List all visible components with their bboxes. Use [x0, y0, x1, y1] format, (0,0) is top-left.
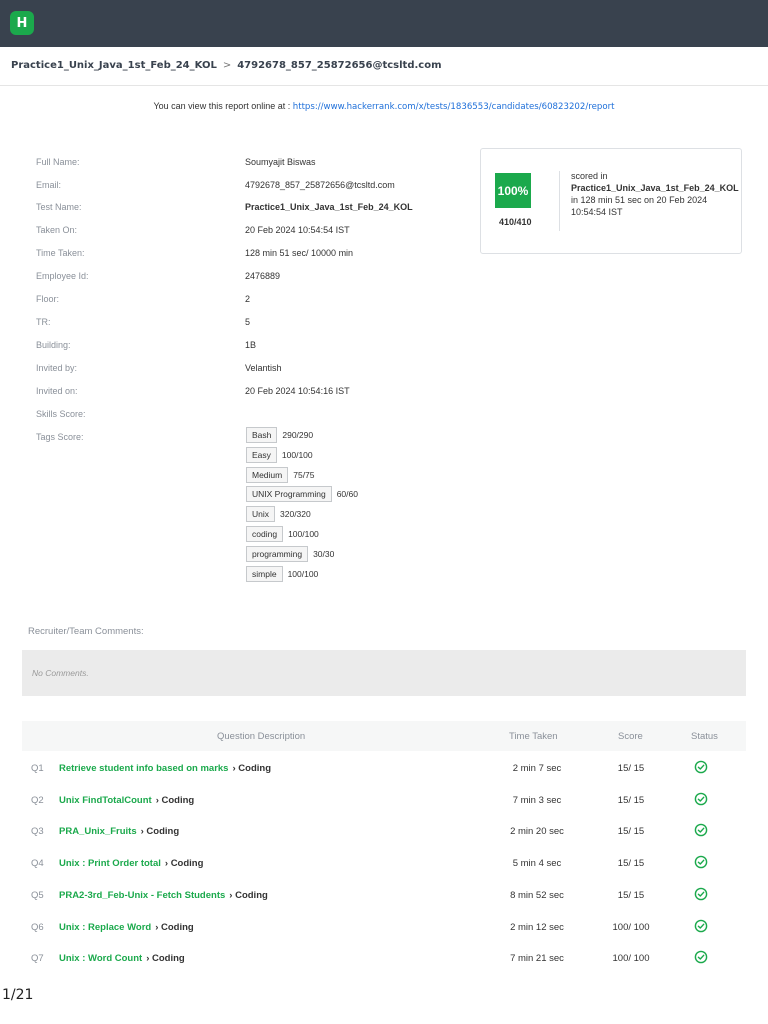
check-circle-icon	[694, 760, 708, 774]
top-bar	[0, 0, 768, 47]
question-type-label: Coding	[152, 953, 185, 965]
question-type: › Coding	[146, 953, 185, 965]
question-type: › Coding	[229, 889, 268, 901]
tag-score: 100/100	[287, 568, 319, 579]
detail-label: Test Name:	[36, 202, 82, 212]
detail-value: 2476889	[245, 271, 281, 281]
table-row	[22, 911, 746, 942]
detail-label: Skills Score:	[36, 409, 86, 419]
check-circle-icon	[694, 919, 708, 933]
tag-score: 75/75	[293, 469, 315, 480]
question-time-taken: 5 min 4 sec	[512, 858, 562, 870]
detail-value: Practice1_Unix_Java_1st_Feb_24_KOL	[245, 202, 413, 212]
table-row	[22, 752, 746, 783]
tag-chip: programming	[246, 546, 308, 562]
question-title: Unix FindTotalCount	[59, 794, 152, 806]
question-number: Q5	[31, 889, 44, 901]
question-score: 100/ 100	[612, 921, 650, 933]
detail-label: Tags Score:	[36, 432, 84, 442]
question-score: 15/ 15	[617, 794, 645, 806]
tag-chip: UNIX Programming	[246, 486, 332, 502]
questions-table-header	[22, 721, 746, 751]
question-type: › Coding	[140, 826, 180, 838]
detail-value: 2	[245, 294, 251, 304]
check-circle-icon	[694, 855, 708, 869]
question-title-link[interactable]	[59, 922, 194, 933]
detail-value: Soumyajit Biswas	[245, 157, 316, 167]
tag-score: 30/30	[313, 548, 335, 559]
detail-value: 20 Feb 2024 10:54:54 IST	[245, 225, 350, 235]
question-type-label: Coding	[170, 858, 204, 870]
detail-value: 5	[245, 317, 251, 327]
question-number: Q3	[31, 826, 44, 838]
tag-score: 60/60	[336, 489, 358, 500]
table-row	[22, 942, 746, 973]
breadcrumb-candidate: 4792678_857_25872656@tcsltd.com	[237, 60, 442, 71]
detail-label: Time Taken:	[36, 248, 85, 258]
question-number: Q2	[31, 794, 44, 806]
chevron-right-icon: >	[222, 60, 232, 71]
breadcrumb	[11, 60, 442, 71]
tag-score-row	[246, 486, 358, 502]
table-row	[22, 784, 746, 815]
header-time-taken: Time Taken	[509, 731, 558, 742]
question-type-label: Coding	[161, 921, 194, 933]
question-title: PRA2-3rd_Feb-Unix - Fetch Students	[59, 889, 226, 901]
tag-score-row	[246, 447, 313, 463]
question-time-taken: 2 min 12 sec	[510, 921, 564, 933]
detail-label: Full Name:	[36, 157, 80, 167]
header-score: Score	[618, 731, 643, 742]
question-title-link[interactable]	[59, 858, 203, 869]
score-line-3: in 128 min 51 sec on 20 Feb 2024	[571, 195, 708, 205]
tag-score-row	[246, 506, 311, 522]
question-type: › Coding	[155, 794, 195, 806]
tag-score: 290/290	[282, 430, 314, 440]
header-question-description: Question Description	[217, 731, 306, 742]
score-test-name: Practice1_Unix_Java_1st_Feb_24_KOL	[571, 183, 739, 193]
score-line-4: 10:54:54 IST	[571, 207, 623, 217]
check-circle-icon	[694, 792, 708, 806]
question-time-taken: 7 min 3 sec	[512, 794, 562, 806]
tag-score: 100/100	[281, 449, 313, 460]
score-summary	[571, 170, 739, 218]
detail-label: Invited on:	[36, 386, 78, 396]
tag-chip: Unix	[246, 506, 275, 522]
tag-chip: Easy	[246, 447, 277, 463]
question-type: › Coding	[155, 921, 194, 933]
detail-value: 4792678_857_25872656@tcsltd.com	[245, 180, 395, 190]
question-type-label: Coding	[161, 794, 195, 806]
question-number: Q7	[31, 953, 44, 965]
detail-label: Taken On:	[36, 225, 78, 235]
question-time-taken: 8 min 52 sec	[510, 889, 564, 901]
score-percent-badge: 100%	[495, 173, 531, 208]
score-card	[480, 148, 742, 254]
question-score: 15/ 15	[617, 858, 645, 870]
logo-letter: H	[16, 15, 28, 31]
question-number: Q6	[31, 921, 44, 933]
tag-score-row	[246, 546, 334, 562]
question-time-taken: 7 min 21 sec	[510, 953, 564, 965]
question-type-label: Coding	[146, 826, 180, 838]
question-title-link[interactable]	[59, 763, 271, 774]
question-type-label: Coding	[235, 889, 268, 901]
header-status: Status	[691, 731, 718, 742]
question-type: › Coding	[164, 858, 204, 870]
check-circle-icon	[694, 950, 708, 964]
hackerrank-logo-icon[interactable]	[10, 11, 34, 35]
detail-value: Velantish	[245, 363, 282, 373]
detail-label: Email:	[36, 180, 62, 190]
detail-label: TR:	[36, 317, 51, 327]
detail-label: Building:	[36, 340, 71, 350]
check-circle-icon	[694, 823, 708, 837]
question-title-link[interactable]	[59, 795, 194, 806]
detail-label: Floor:	[36, 294, 60, 304]
comments-title: Recruiter/Team Comments:	[28, 626, 144, 637]
question-title: Retrieve student info based on marks	[59, 763, 229, 774]
question-title-link[interactable]	[59, 953, 185, 964]
question-number: Q4	[31, 858, 44, 870]
comments-box	[22, 650, 746, 696]
tag-score: 320/320	[280, 509, 311, 520]
check-circle-icon	[694, 887, 708, 901]
detail-value: 1B	[245, 340, 257, 350]
tag-chip: Bash	[246, 427, 277, 443]
breadcrumb-test-link[interactable]: Practice1_Unix_Java_1st_Feb_24_KOL	[11, 60, 217, 71]
question-score: 15/ 15	[617, 763, 645, 774]
question-time-taken: 2 min 7 sec	[512, 763, 562, 774]
question-title: PRA_Unix_Fruits	[59, 826, 137, 838]
tag-score-row	[246, 566, 318, 582]
tag-chip: simple	[246, 566, 283, 582]
question-number: Q1	[31, 763, 44, 774]
question-score: 15/ 15	[617, 826, 645, 838]
tag-score: 100/100	[288, 529, 319, 539]
tag-score-row	[246, 467, 315, 483]
detail-label: Invited by:	[36, 363, 78, 373]
question-title: Unix : Replace Word	[59, 921, 152, 933]
divider	[0, 85, 768, 86]
tag-score-row	[246, 427, 313, 443]
table-row	[22, 815, 746, 846]
tag-score-row	[246, 526, 319, 542]
detail-value: 128 min 51 sec/ 10000 min	[245, 248, 354, 258]
score-line-1: scored in	[571, 171, 608, 181]
question-score: 100/ 100	[612, 953, 650, 965]
table-row	[22, 879, 746, 910]
page-indicator: 1/21	[2, 987, 34, 1003]
question-title-link[interactable]	[59, 826, 179, 837]
question-type: › Coding	[232, 763, 271, 774]
table-row	[22, 847, 746, 878]
question-time-taken: 2 min 20 sec	[510, 826, 564, 838]
question-title: Unix : Print Order total	[59, 858, 161, 870]
question-title: Unix : Word Count	[59, 953, 143, 965]
question-type-label: Coding	[238, 763, 271, 774]
online-report-notice	[0, 101, 768, 112]
question-title-link[interactable]	[59, 890, 268, 901]
question-score: 15/ 15	[617, 889, 645, 901]
detail-value: 20 Feb 2024 10:54:16 IST	[245, 386, 350, 396]
score-points: 410/410	[499, 217, 532, 227]
tag-chip: coding	[246, 526, 283, 542]
comments-empty-text: No Comments.	[32, 668, 89, 678]
detail-label: Employee Id:	[36, 271, 89, 281]
tag-chip: Medium	[246, 467, 288, 483]
online-report-text: You can view this report online at :	[153, 101, 291, 111]
score-divider	[559, 171, 560, 231]
online-report-link[interactable]: https://www.hackerrank.com/x/tests/1836553/candidates/60823202/report	[292, 102, 615, 112]
